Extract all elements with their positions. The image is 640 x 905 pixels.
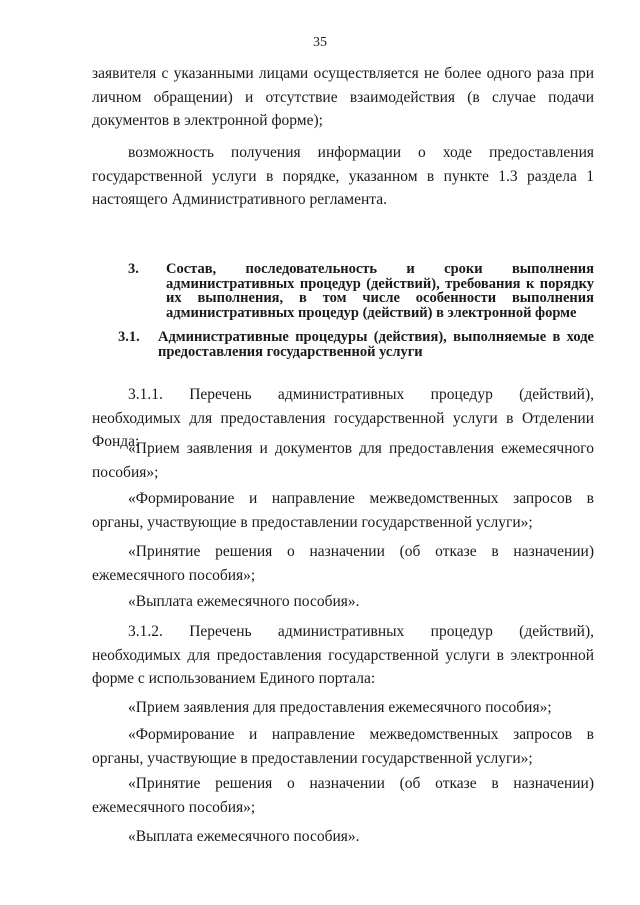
list-item-3-1-1-c: «Принятие решения о назначении (об отказе в назначении) ежемесячного пособия»; bbox=[92, 543, 594, 584]
list-item-3-1-1-a: «Прием заявления и документов для предоставления ежемесячного пособия»; bbox=[92, 440, 594, 481]
list-item-3-1-1-d: «Выплата ежемесячного пособия». bbox=[128, 593, 360, 610]
section-3-heading bbox=[128, 262, 594, 320]
list-item-3-1-2-d: «Выплата ежемесячного пособия». bbox=[128, 828, 360, 845]
paragraph-3-1-2: 3.1.2. Перечень административных процедур (действий), необходимых для предоставления государственной услуги в электронной форме с использованием Единого портала: bbox=[92, 623, 594, 687]
intro-paragraph-1: заявителя с указанными лицами осуществляется не более одного раза при личном обращении) и отсутствие взаимодействия (в случае подачи документов в электронной форме); bbox=[92, 65, 594, 129]
list-item-3-1-2-c: «Принятие решения о назначении (об отказе в назначении) ежемесячного пособия»; bbox=[92, 775, 594, 816]
section-3-number: 3. bbox=[128, 261, 139, 277]
section-3-1-number: 3.1. bbox=[118, 329, 140, 345]
page-number: 35 bbox=[313, 35, 327, 50]
section-3-1-heading bbox=[118, 330, 594, 359]
intro-paragraph-2: возможность получения информации о ходе предоставления государственной услуги в порядке, указанном в пункте 1.3 раздела 1 настоящего Административного регламента. bbox=[92, 144, 594, 208]
section-3-1-title: Административные процедуры (действия), выполняемые в ходе предоставления государственной услуги bbox=[158, 329, 594, 360]
paragraph-3-1-1: 3.1.1. Перечень административных процедур (действий), необходимых для предоставления государственной услуги в Отделении Фонда: bbox=[92, 386, 594, 450]
list-item-3-1-1-b: «Формирование и направление межведомственных запросов в органы, участвующие в предоставлении государственной услуги»; bbox=[92, 490, 594, 531]
list-item-3-1-2-a: «Прием заявления для предоставления ежемесячного пособия»; bbox=[128, 699, 552, 716]
section-3-title: Состав, последовательность и сроки выполнения административных процедур (действий), требования к порядку их выполнения, в том числе особенности выполнения административных процедур (действий) в электронной форме bbox=[166, 261, 594, 321]
list-item-3-1-2-b: «Формирование и направление межведомственных запросов в органы, участвующие в предоставлении государственной услуги»; bbox=[92, 726, 594, 767]
